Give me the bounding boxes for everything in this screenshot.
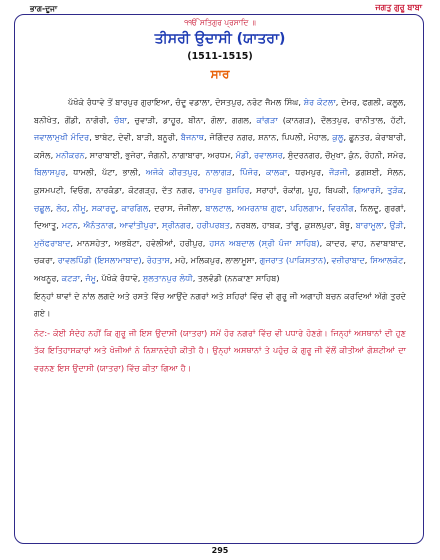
route-text: , ਦਰਾਸ, ਜੋਜੀਲਾ, [148, 202, 206, 213]
place-name-highlight: ਪਿੰਜੋਰ [239, 167, 259, 178]
place-name-highlight: ਕੁਲੂ [332, 132, 344, 143]
place-name-highlight: ਮੰਡੀ [235, 149, 249, 160]
place-name-highlight: ਰੋਹਤਾਸ [146, 255, 170, 266]
route-text: , [50, 202, 57, 213]
place-name-highlight: ਸੁਲਤਾਨਪੁਰ ਲੋਧੀ [142, 272, 193, 283]
place-name-highlight: ਲੇਹ [56, 202, 67, 213]
place-name-highlight: ਬਾਲਟਾਲ [205, 202, 232, 213]
body-text [34, 94, 406, 378]
place-name-highlight: ਚਛੂਲ [34, 202, 51, 213]
route-text: , ਮਾਨਸਹੇਤਾ, ਅਭਬੋਟਾ, ਹਵੇਲੀਆਂ, ਹਰੀਪੁਰ, [70, 237, 210, 248]
route-text: , ਸਾਰਾਬਾਈ, ਭੁਜੇਰਾ, ਜੰਗਨੀ, ਨਾਗਾਬਾਰਾ, ਅਰਧਮ, [84, 149, 236, 160]
place-name-highlight: ਤੁੜੋਕ [387, 184, 404, 195]
place-name-highlight: ਚੰਬਾ [114, 114, 127, 125]
route-text: , [190, 220, 197, 231]
place-name-highlight: ਸਕਾਰਦੂ [91, 202, 116, 213]
place-name-highlight: ਨਾਲਾਗੜ [205, 167, 232, 178]
years: (1511-1515) [187, 51, 253, 62]
place-name-highlight: ਗਿਆਰਸੋ [352, 184, 381, 195]
place-name-highlight: ਬਾਰਾਮੂਲਾ [355, 220, 384, 231]
route-text: , [113, 220, 120, 231]
place-name-highlight: ਮੁਜ਼ੱਫਰਾਬਾਦ [34, 237, 71, 248]
place-name-highlight: ਵਿਰਨੀਗ [327, 202, 355, 213]
route-text: , [248, 149, 255, 160]
page-title: ਤੀਸਰੀ ਉਦਾਸੀ (ਯਾਤਰਾ) [154, 31, 286, 47]
route-text: , [85, 202, 92, 213]
route-text: , [80, 272, 86, 283]
place-name-highlight: ਆਵਾਂਤੀਪੁਰਾ [119, 220, 157, 231]
route-text: , ਧਾਮਲੀ, ਪੱਟਾ, ਭਾਲੀ, [65, 167, 146, 178]
note-paragraph: ਨੋਟ:- ਕੋਈ ਸੰਦੇਹ ਨਹੀਂ ਕਿ ਗੁਰੂ ਜੀ ਇਸ ਉਦਾਸੀ (ਯਾਤਰਾ) ਸਮੇਂ ਹੋਰ ਨਗਰਾਂ ਵਿੱਚ ਵੀ ਪਧਾਰੇ ਹੋਣਗੇ। ਜਿਨ੍ਹਾਂ ਅਸਥਾਨਾਂ ਦੀ ਹੁਣ ਤੱਕ ਇਤਿਹਾਸਕਾਰਾਂ ਅਤੇ ਖੋਜੀਆਂ ਨੇ ਨਿਸ਼ਾਨਦੇਹੀ ਕੀਤੀ ਹੈ। ਉਨ੍ਹਾਂ ਅਸਥਾਨਾਂ ਤੇ ਪਹੁੰਚ ਕੇ ਗੁਰੂ ਜੀ ਵੱਲੋਂ ਕੀਤੀਆਂ ਗੋਸ਼ਟੀਆਂ ਦਾ ਵਰਨਣ ਇਸ ਉਦਾਸੀ (ਯਾਤਰਾ) ਵਿੱਚ ਕੀਤਾ ਗਿਆ ਹੈ। [34, 327, 406, 373]
route-text: , [77, 220, 84, 231]
route-text: , [364, 255, 370, 266]
invocation: ੧ੴ ਸਤਿਗੁਰ ਪ੍ਰਸਾਦਿ ॥ [184, 18, 256, 27]
route-text: , ਝਾਬੇਟ, ਦੇਵੀ, ਬਾੜੀ, ਬਨੂਰੀ, [89, 132, 181, 143]
route-text: , [284, 202, 291, 213]
route-text: (ਕਾਨਗੜ), ਦੌਲਤਪੁਰ, ਰਾਨੀਤਾਲ, ਹੱਟੀ, [277, 114, 406, 125]
route-text: , ਜੋਗਿੰਦਰ ਨਗਰ, ਸ਼ਨਾਨ, ਪਿਪਲੀ, ਮੋਹਾਲ, [204, 132, 333, 143]
place-name-highlight: ਜੰਮੂ [85, 272, 97, 283]
place-name-highlight: ਵਜ਼ੀਰਾਬਾਦ [331, 255, 365, 266]
place-name-highlight: ਮਟਨ [61, 220, 78, 231]
place-name-highlight: ਮਨੀਕਰਨ [55, 149, 85, 160]
route-text: , [322, 202, 328, 213]
place-name-highlight: ਅਜੋਕੇ ਕੀਰਤਪੁਰ [145, 167, 198, 178]
place-name-highlight: ਬੈਜਨਾਥ [180, 132, 205, 143]
place-name-highlight: ਕਟੜਾ [61, 272, 81, 283]
route-text: , ਨਿਲਦੂ, ਗੁਰਗਾਂ, ਦਿਆਤੂ, [34, 202, 406, 231]
route-text: , [403, 184, 406, 195]
place-name-highlight: ਸ਼ੇਰ ਕੋਟਲਾ [303, 97, 336, 107]
route-text: , ਪੱਖੋਕੇ ਰੰਧਾਵੇ, [96, 272, 143, 283]
route-text: , [197, 167, 206, 178]
section-title: ਸਾਰ [210, 67, 230, 81]
place-name-highlight: ਰਾਮਪੁਰ ਬੁਸ਼ਹਿਰ [199, 184, 250, 195]
place-name-highlight: ਰਾਵਲਪਿੰਡੀ (ਇਸਲਾਮਾਬਾਦ) [57, 255, 142, 266]
route-text: , ਧਰਮਪੁਰ, [287, 167, 330, 178]
page-number: 295 [211, 546, 229, 555]
route-text: , ਤਲਵੰਡੀ (ਨਨਕਾਣਾ ਸਾਹਿਬ) [192, 272, 280, 283]
place-name-highlight: ਐਨੰਤਨਾਗ [83, 220, 114, 231]
route-text: , ਛੂਨਤਰ, ਕੇਰਾਬਾਰੀ, ਕਸੋਲ, [34, 132, 407, 160]
route-text: , [156, 220, 163, 231]
place-name-highlight: ਰਵਾਲਸਰ [254, 149, 283, 160]
route-text: , ਚੁਵਾੜੀ, ਡਾਹੂਰ, ਬੀਨਾ, ਗੋਲਾ, ਗਗਲ, [127, 114, 257, 125]
route-text: , [258, 167, 266, 178]
place-name-highlight: ਜਵਾਲਾਮੁਖੀ ਮੰਦਿਰ [34, 132, 90, 143]
place-name-highlight: ਨੀਮੂ [72, 202, 86, 213]
place-name-highlight: ਕਾਰਗਿਲ [121, 202, 149, 213]
route-text: , ਕਾਦਰ, ਵਾਹ, ਨਵਾਬਾਬਾਦ, ਚਕਰਾ, [34, 237, 407, 266]
place-name-highlight: ਜੌੜਜੀ [329, 167, 348, 178]
route-paragraph [34, 94, 406, 288]
route-text: , [403, 220, 406, 231]
route-text: , [141, 255, 147, 266]
route-text: , ਸਰਾਹਾਂ, ਰੋਕਾਂਗ, ਪੂਹ, ਬਿਪਕੀ, [249, 184, 353, 195]
header-right: ਜਗਤੁ ਗੁਰੂ ਬਾਬਾ [375, 3, 422, 12]
route-text: , ਮਹੇ, ਮਲਿਕਪੁਰ, ਲਾਲਾਮੂਸਾ, [169, 255, 260, 266]
place-name-highlight: ਗੁਜਰਾਤ (ਪਾਕਿਸਤਾਨ) [259, 255, 327, 266]
place-name-highlight: ਹਰੀਪਰਬਤ [196, 220, 230, 231]
route-text: , ਅਖਨੂਰ, [34, 255, 406, 283]
place-name-highlight: ਹਸਨ ਅਬਦਾਲ (ਸ੍ਰੀ ਪੰਜਾ ਸਾਹਿਬ) [209, 237, 320, 248]
place-name-highlight: ਸ੍ਰੀਨਗਰ [162, 220, 191, 231]
route-text: , [326, 255, 332, 266]
route-text: , ਡਗਸ਼ਈ, ਸੋਲਨ, ਕੁਸਮਪਟੀ, ਵਿਓਗ, ਨਾਰਕੰਡਾ, ਕੋਟਗੜ੍ਹ, ਦੱਤ ਨਗਰ, [34, 167, 406, 195]
route-text: , ਸੁੰਦਰਨਗਰ, ਚੌਮੁਖਾ, ਕੁੰਨ, ਰੋਹਨੀ, ਸਮੇਰ, [282, 149, 406, 160]
place-name-highlight: ਅਮਰਨਾਥ ਗੁਫਾ [237, 202, 285, 213]
route-text: , [115, 202, 122, 213]
place-name-highlight: ਕਾਲਕਾ [266, 167, 288, 178]
route-text: , [66, 202, 73, 213]
place-name-highlight: ਸਿਆਲਕੋਟ [369, 255, 404, 266]
route-text: , ਦੇਮਰ, ਫਗਲੀ, ਕਲੂਲ, ਬਨੀਖੇਤ, ਗੋਂਡੀ, ਨਾਗੋਰੀ, [34, 97, 406, 125]
route-text: , [231, 202, 238, 213]
header-left: ਭਾਗ-ਦੂਜਾ [30, 4, 58, 13]
route-text: , [383, 220, 390, 231]
route-text: ਪੱਖੋਕੇ ਰੰਧਾਵੇ ਤੋਂ ਬਾਰਪੁਰ ਗੁਰਾਇਆ, ਚੰਦੂ ਵਡਾਲਾ, ਦੋਸਤਪੁਰ, ਨਰੋਟ ਜੈਮਲ ਸਿੰਘ, [68, 97, 304, 107]
place-name-highlight: ਬਿਲਾਸਪੁਰ [34, 167, 66, 178]
place-name-highlight: ਕਾਂਗੜਾ [256, 114, 278, 125]
route-text: , ਨਰਬਲ, ਹਾਬਕ, ਤਾਂਗੂ, ਕੁਸ਼ਲਪੁਰਾ, ਬੋਥੂ, [229, 220, 356, 231]
summary-paragraph: ਇਨ੍ਹਾਂ ਥਾਵਾਂ ਦੇ ਨਾਂਲ ਲਗਦੇ ਅਤੇ ਰਸਤੇ ਵਿੱਚ ਆਉਂਦੇ ਨਗਰਾਂ ਅਤੇ ਸ਼ਹਿਰਾਂ ਵਿੱਚ ਵੀ ਗੁਰੂ ਜੀ ਅਗਾਹੀ ਬਚਨ ਕਰਦਿਆਂ ਅੱਗੇ ਤੁਰਦੇ ਗਏ। [34, 290, 406, 319]
place-name-highlight: ਉੜੀ [389, 220, 404, 231]
route-text: , [232, 167, 240, 178]
route-text: , [380, 184, 388, 195]
place-name-highlight: ਪਹਿਲਗਾਮ [290, 202, 323, 213]
